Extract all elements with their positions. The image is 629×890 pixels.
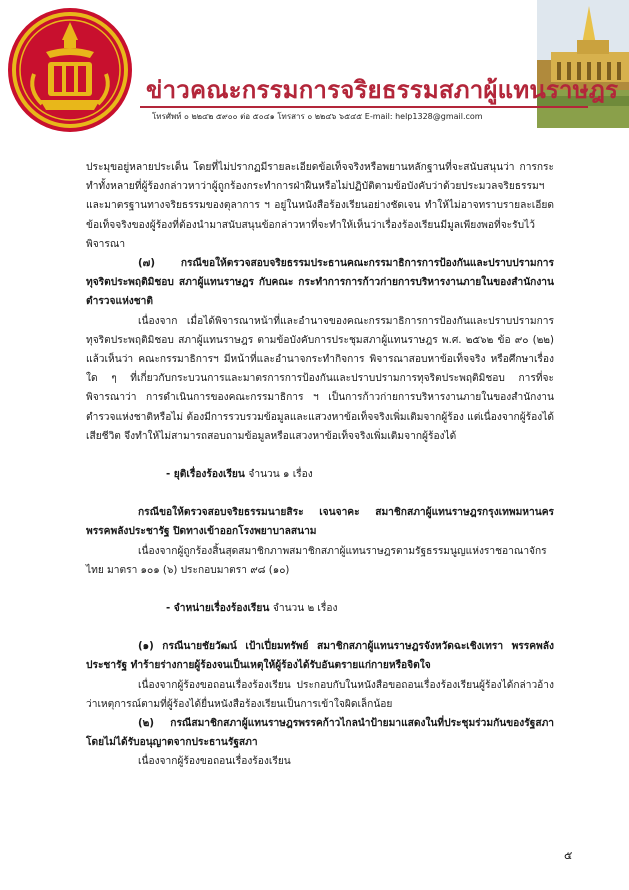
paragraph-reason-7: เนื่องจาก เมื่อได้พิจารณาหน้าที่และอำนาจของคณะกรรมาธิการการป้องกันและปราบปรามการทุจริตประพฤติมิชอบ สภาผู้แทนราษฎร ตามข้อบังคับการประชุมสภาผู้แทนราษฎร พ.ศ. ๒๕๖๒ ข้อ ๙๐ (๒๒) แล้วเห็นว่า คณะกรรมาธิการฯ มีหน้าที่และอำนาจกระทำกิจการ พิจารณาสอบหาข้อเท็จจริง หรือศึกษาเรื่องใด ๆ ที่เกี่ยวกับกระบวนการและมาตรการการป้องกันและปราบปรามการทุจริตประพฤติมิชอบ การที่จะพิจารณาว่า การดำเนินการของคณะกรรมาธิการ ฯ เป็นการก้าวก่ายการบริหารงานภายในของสำนักงานตำรวจแห่งชาติหรือไม่ ต้องมีการรวบรวมข้อมูลและแสวงหาข้อเท็จจริงเพิ่มเติมจากผู้ร้อง แต่เนื่องจากผู้ร้องได้เสียชีวิต จึงทำให้ไม่สามารถสอบถามข้อมูลหรือแสวงหาข้อเท็จจริงเพิ่มเติมจากผู้ร้องได้ — [86, 315, 554, 442]
newsletter-title: ข่าวคณะกรรมการจริยธรรมสภาผู้แทนราษฎร — [146, 76, 619, 104]
paragraph-reason-sira: เนื่องจากผู้ถูกร้องสิ้นสุดสมาชิกภาพสมาชิกสภาผู้แทนราษฎรตามรัฐธรรมนูญแห่งราชอาณาจักรไทย มาตรา ๑๐๑ (๖) ประกอบมาตรา ๙๘ (๑๐) — [86, 545, 547, 576]
section-dismissed-count: จำนวน ๒ เรื่อง — [272, 603, 338, 615]
case-heading-7: (๗) กรณีขอให้ตรวจสอบจริยธรรมประธานคณะกรรมาธิการการป้องกันและปราบปรามการทุจริตประพฤติมิชอบ สภาผู้แทนราษฎร กับคณะ กระทำการการก้าวก่ายการบริหารงานภายในของสำนักงานตำรวจแห่งชาติ — [86, 258, 554, 308]
paragraph-reason-dismissed-2: เนื่องจากผู้ร้องขอถอนเรื่องร้องเรียน — [138, 756, 291, 768]
document-body — [86, 158, 554, 772]
case-heading-dismissed-2: (๒) กรณีสมาชิกสภาผู้แทนราษฎรพรรคก้าวไกลนำป้ายมาแสดงในที่ประชุมร่วมกันของรัฐสภา โดยไม่ได้รับอนุญาตจากประธานรัฐสภา — [86, 718, 554, 749]
page-header — [0, 0, 629, 140]
section-terminated-count: จำนวน ๑ เรื่อง — [248, 469, 313, 481]
case-heading-sira: กรณีขอให้ตรวจสอบจริยธรรมนายสิระ เจนจาคะ สมาชิกสภาผู้แทนราษฎรกรุงเทพมหานคร พรรคพลังประชารัฐ ปิดทางเข้าออกโรงพยาบาลสนาม — [86, 507, 554, 538]
paragraph-reason-dismissed-1: เนื่องจากผู้ร้องขอถอนเรื่องร้องเรียน ประกอบกับในหนังสือขอถอนเรื่องร้องเรียนผู้ร้องได้กล่าวอ้างว่าเหตุการณ์ตามที่ผู้ร้องได้ยื่นหนังสือร้องเรียนเป็นการเข้าใจผิดเล็กน้อย — [86, 679, 554, 710]
section-dismissed-label: - จำหน่ายเรื่องร้องเรียน — [166, 603, 270, 615]
parliament-emblem-icon — [4, 4, 136, 136]
section-terminated-label: - ยุติเรื่องร้องเรียน — [166, 469, 245, 481]
section-terminated — [86, 465, 554, 484]
section-dismissed — [86, 599, 554, 618]
header-divider — [140, 106, 588, 108]
case-heading-dismissed-1: (๑) กรณีนายชัยวัฒน์ เป้าเปี่ยมทรัพย์ สมาชิกสภาผู้แทนราษฎรจังหวัดฉะเชิงเทรา พรรคพลังประชารัฐ ทำร้ายร่างกายผู้ร้องจนเป็นเหตุให้ผู้ร้องได้รับอันตรายแก่กายหรือจิตใจ — [86, 641, 554, 672]
page-number: ๕ — [564, 849, 573, 862]
paragraph-continuation: ประมุขอยู่หลายประเด็น โดยที่ไม่ปรากฏมีรายละเอียดข้อเท็จจริงหรือพยานหลักฐานที่จะสนับสนุนว่า การกระทำทั้งหลายที่ผู้ร้องกล่าวหาว่าผู้ถูกร้องกระทำการฝ่าฝืนหรือไม่ปฏิบัติตามข้อบังคับว่าด้วยประมวลจริยธรรมฯ และมาตรฐานทางจริยธรรมของตุลาการ ฯ อยู่ในหนังสือร้องเรียนอย่างชัดเจน ทำให้ไม่อาจทราบรายละเอียดข้อเท็จจริงของผู้ร้องที่ต้องนำมาสนับสนุนข้อกล่าวหาที่จะทำให้เห็นว่าเรื่องร้องเรียนมีมูลเพียงพอที่จะรับไว้พิจารณา — [86, 162, 554, 250]
contact-info: โทรศัพท์ ๐ ๒๒๔๒ ๕๙๐๐ ต่อ ๕๐๔๑ โทรสาร ๐ ๒๒๔๖ ๖๕๔๕ E-mail: help1328@gmail.com — [152, 112, 483, 121]
